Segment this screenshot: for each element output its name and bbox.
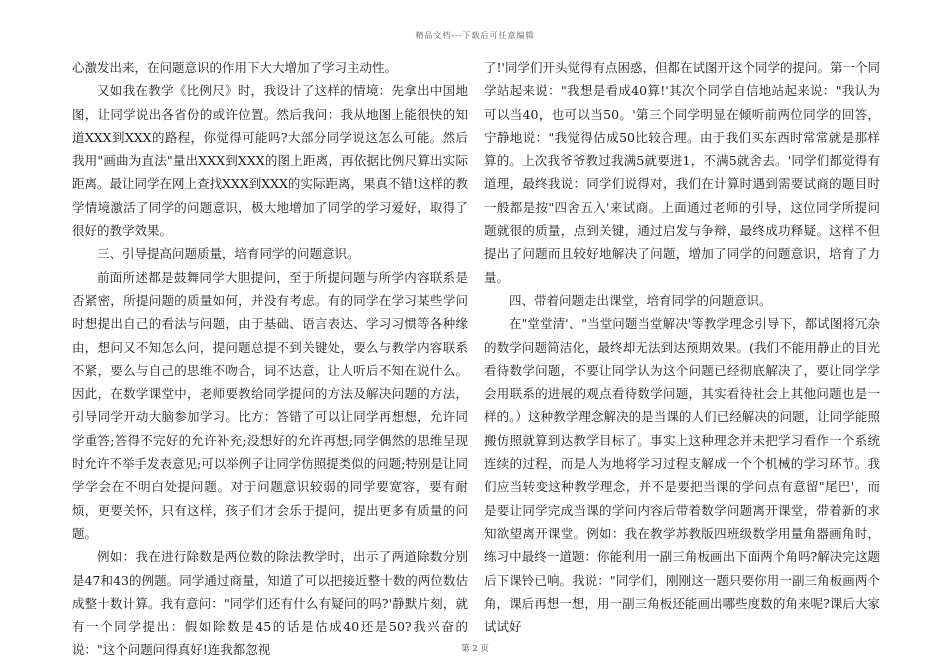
section-heading-4: 四、带着问题走出课堂，培育同学的问题意识。 (509, 292, 772, 308)
page-number: 第 2 页 (461, 644, 489, 654)
left-column (72, 56, 468, 662)
paragraph-left-1: 心激发出来，在问题意识的作用下大大增加了学习主动性。 (72, 60, 398, 75)
section-heading-3: 三、引导提高问题质量，培育同学的问题意识。 (97, 246, 360, 262)
right-column (484, 56, 880, 638)
paragraph-left-5: 例如：我在进行除数是两位数的除法教学时，出示了两道除数分别是47和43的例题。同学通过商量，知道了可以把接近整十数的两位数估成整十数计算。我有意问："同学们还有什么有疑问的吗?'静默片刻，就有一个同学提出：假如除数是45的话是估成40还是50?我兴奋的说："这个问题问得真好!连我都忽视 (72, 549, 468, 658)
paragraph-left-2: 又如我在教学《比例尺》时，我设计了这样的情境：先拿出中国地图，让同学说出各省份的或许位置。然后我问：我从地图上能很快的知道XXX到XXX的路程，你觉得可能吗?大部分同学说这怎么可能。然后我用"画曲为直法"量出XXX到XXX的图上距离，再依据比例尺算出实际距离。最让同学在网上查找XXX到XXX的实际距离，果真不错!这样的教学情境激活了同学的问题意识，极大地增加了同学的学习爱好，取得了很好的教学效果。 (72, 83, 468, 239)
page-header: 精品文档---下载后可任意编辑 (415, 31, 535, 40)
paragraph-left-4: 前面所述都是鼓舞同学大胆提问，至于所提问题与所学内容联系是否紧密，所提问题的质量如何，并没有考虑。有的同学在学习某些学问时想提出自己的看法与问题，由于基础、语言表达、学习习惯等各种缘由，想问又不知怎么问，提问题总提不到关键处，要么与教学内容联系不紧，要么与自己的思维不吻合，词不达意，让人听后不知在说什么。因此，在数学课堂中，老师要教给同学提问的方法及解决问题的方法，引导同学开动大脑参加学习。比方：答错了可以让同学再想想，允许同学重答;答得不完好的允许补充;没想好的允许再想;同学偶然的思维呈现时允许不举手发表意见;可以举例子让同学仿照提类似的问题;特别是让同学学会在不明白处提问题。对于问题意识较弱的同学要宽容，要有耐烦，更要关怀，只有这样，孩子们才会乐于提问，提出更多有质量的问题。 (72, 269, 468, 541)
paragraph-right-1: 了!'同学们开头觉得有点困惑，但都在试图开这个同学的提问。第一个同学站起来说："我想是看成40算!'其次个同学自信地站起来说："我认为可以当40，也可以当50。'第三个同学明显在倾听前两位同学的回答，宁静地说："我觉得估成50比较合理。由于我们买东西时常常就是那样算的。上次我爷爷教过我满5就要进1，不满5就舍去。'同学们都觉得有道理，最终我说：同学们说得对，我们在计算时遇到需要试商的题目时一般都是按"四舍五入'来试商。上面通过老师的引导，这位同学所提问题就很的质量，点到关键，通过启发与争辩，最终成功释疑。这样不但提出了问题而且较好地解决了问题，增加了同学的问题意识，培育了力量。 (484, 60, 880, 285)
paragraph-right-3: 在"堂堂清'、"当堂问题当堂解决'等教学理念引导下，都试图将冗杂的数学问题简洁化，最终却无法到达预期效果。(我们不能用静止的目光看待数学问题，不要让同学认为这个问题已经彻底解决了，要让同学学会用联系的进展的观点看待数学问题，其实看待社会上其他问题也是一样的。）这种教学理念解决的是当课的人们已经解决的问题，让同学能照搬仿照就算到达教学目标了。事实上这种理念并未把学习看作一个系统连续的过程，而是人为地将学习过程支解成一个个机械的学习环节。我们应当转变这种教学理念，并不是要把当课的学问点有意留"尾巴'，而是要让同学完成当课的学问内容后带着数学问题离开课堂，带着新的求知欲望离开课堂。例如：我在教学苏教版四班级数学用量角器画角时，练习中最终一道题：你能利用一副三角板画出下面两个角吗?解决完这题后下课铃已响。我说："同学们，刚刚这一题只要你用一副三角板画两个角，课后再想一想，用一副三角板还能画出哪些度数的角来呢?课后大家试试好 (484, 316, 880, 635)
